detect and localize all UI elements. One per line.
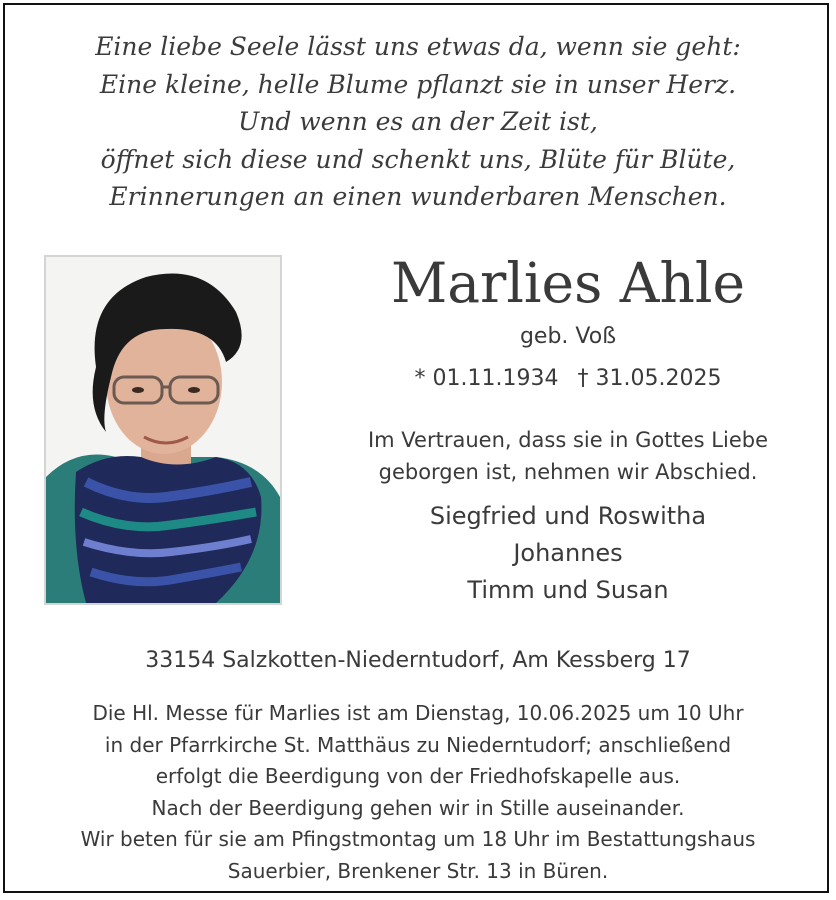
poem [0,28,836,216]
portrait-photo [44,255,282,605]
info-line: erfolgt die Beerdigung von der Friedhofskapelle aus. [155,764,681,788]
birth-date: * 01.11.1934 [414,366,559,391]
poem-line: Erinnerungen an einen wunderbaren Menschen. [109,182,727,211]
farewell-message [330,424,806,488]
poem-line: öffnet sich diese und schenkt uns, Blüte für Blüte, [100,144,736,174]
info-line: Nach der Beerdigung gehen wir in Stille auseinander. [151,795,685,820]
life-dates [330,366,806,391]
service-info [0,698,836,887]
info-line: Sauerbier, Brenkener Str. 13 in Büren. [227,858,609,883]
message-line: geborgen ist, nehmen wir Abschied. [378,460,758,484]
address: 33154 Salzkotten-Niederntudorf, Am Kessberg 17 [145,648,691,673]
poem-line: Eine liebe Seele lässt uns etwas da, wenn sie geht: [95,32,741,61]
info-line: Wir beten für sie am Pfingstmontag um 18 Uhr im Bestattungshaus [80,827,756,851]
poem-line: Und wenn es an der Zeit ist, [238,107,598,136]
info-line: in der Pfarrkirche St. Matthäus zu Niederntudorf; anschließend [104,732,732,757]
family-line: Johannes [513,539,623,567]
message-line: Im Vertrauen, dass sie in Gottes Liebe [367,428,768,452]
poem-line: Eine kleine, helle Blume pflanzt sie in unser Herz. [99,69,737,99]
info-line: Die Hl. Messe für Marlies ist am Dienstag, 10.06.2025 um 10 Uhr [92,701,744,725]
family-line: Timm und Susan [467,576,669,604]
death-date: † 31.05.2025 [577,366,722,391]
deceased-name: Marlies Ahle [390,251,746,315]
family-names [330,498,806,609]
birth-name: geb. Voß [519,324,617,349]
portrait-illustration [46,257,280,603]
family-line: Siegfried und Roswitha [429,502,707,530]
